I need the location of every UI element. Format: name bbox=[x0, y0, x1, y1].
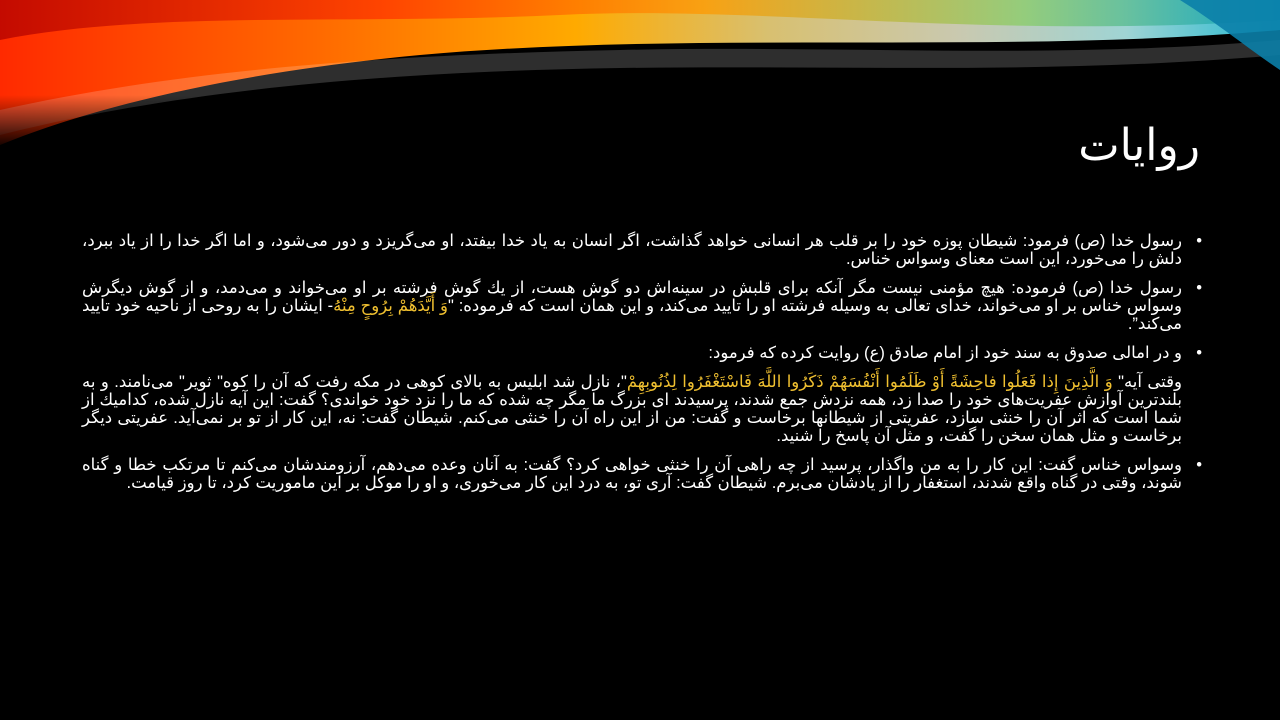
paragraph-text: وسواس خناس گفت: این کار را به من واگذار، پرسید از چه راهی آن را خنثی خواهی کرد؟ گفت: به آنان وعده می‌دهم، آرزومندشان می‌کنم تا مرتکب خطا و گناه شوند، وقتی در گناه واقع شدند، استغفار را از یادشان می‌برم. شیطان گفت: آری تو، به درد این کار می‌خوری، و او را موکل بر این ماموریت کرد، تا روز قیامت. bbox=[82, 456, 1182, 492]
slide-body bbox=[82, 232, 1202, 503]
quran-verse-text: وَ الَّذِينَ إِذا فَعَلُوا فاحِشَةً أَوْ ظَلَمُوا أَنْفُسَهُمْ ذَكَرُوا اللَّهَ فَاسْتَغْفَرُوا لِذُنُوبِهِمْ bbox=[626, 373, 1113, 391]
paragraph-text: و در امالی صدوق به سند خود از امام صادق (ع) روایت کرده که فرمود: bbox=[708, 344, 1182, 362]
slide-title: روایات bbox=[1078, 121, 1200, 170]
bullet-icon: • bbox=[1196, 456, 1202, 474]
paragraph-text: رسول خدا (ص) فرموده: هیچ مؤمنی نیست مگر آنکه برای قلبش در سینه‌اش دو گوش هست، از یك گوش فرشته بر او می‌خواند و می‌دمد، و از گوش دیگرش وسواس خناس بر او می‌خواند، خدای تعالی به وسیله فرشته او را تایید می‌کند، و این همان است كه فرموده: " bbox=[82, 279, 1182, 315]
quran-verse-text: وَ أَيَّدَهُمْ بِرُوحٍ مِنْهُ bbox=[333, 297, 449, 315]
paragraph-text: رسول خدا (ص) فرمود: شیطان پوزه خود را بر قلب هر انسانی خواهد گذاشت، اگر انسان به یاد خدا بیفتد، او می‌گریزد و دور می‌شود، و اما اگر خدا را از یاد ببرد، دلش را می‌خورد، این است معنای وسواس خناس. bbox=[82, 232, 1182, 268]
bullet-icon: • bbox=[1196, 279, 1202, 297]
paragraph-text: "، نازل شد ابلیس به بالای کوهی در مکه رفت که آن را کوه" ثویر" می‌نامند. و به بلندترین آوازش عفریت‌های خود را صدا زد، همه نزدش جمع شدند، پرسیدند ای بزرگ ما مگر چه شده که ما را نزد خود خواندی؟ گفت: این آیه نازل شده، کدامیك از شما است که اثر آن را خنثی سازد، عفریتی از شیطانها برخاست و گفت: من از این راه آن را خنثی می‌کنم. شیطان گفت: نه، این کار از تو بر نمی‌آید. عفریتی دیگر برخاست و مثل همان سخن را گفت، و مثل آن پاسخ را شنید. bbox=[82, 373, 1182, 445]
body-paragraph bbox=[82, 456, 1202, 492]
body-paragraph bbox=[82, 344, 1202, 362]
body-paragraph bbox=[82, 232, 1202, 268]
body-paragraph bbox=[82, 279, 1202, 333]
bullet-icon: • bbox=[1196, 232, 1202, 250]
paragraph-text: وقتی آیه" bbox=[1112, 373, 1183, 391]
paragraph-text: - ایشان را به روحی از ناحیه خود تایید می‌کند”. bbox=[82, 297, 1182, 333]
body-paragraph bbox=[82, 373, 1202, 445]
bullet-icon: • bbox=[1196, 344, 1202, 362]
